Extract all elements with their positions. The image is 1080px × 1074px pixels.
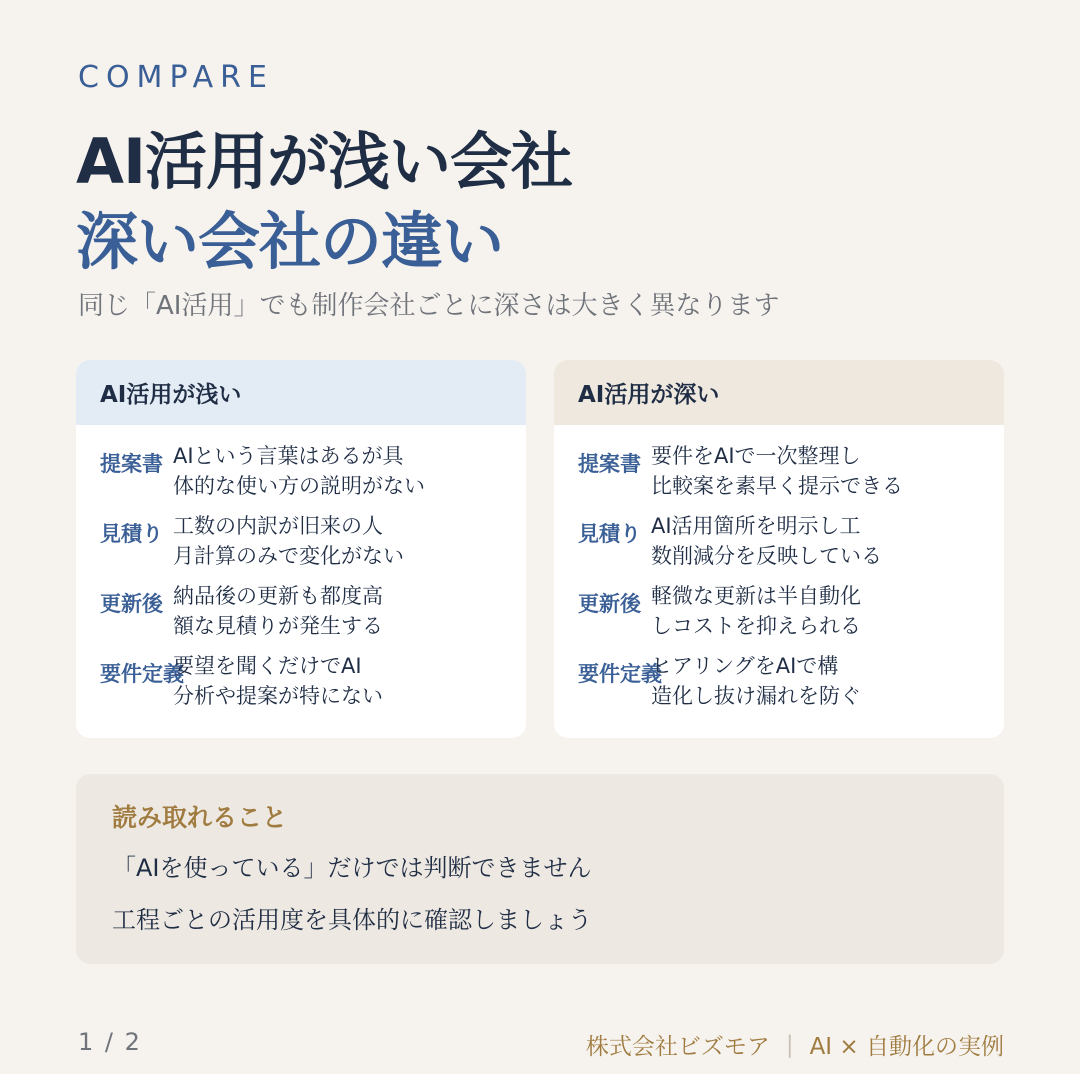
deep-ai-rows <box>554 425 1004 721</box>
row-text <box>651 441 991 501</box>
insight-line: 「AIを使っている」だけでは判断できません <box>112 854 592 882</box>
row-text <box>651 511 991 571</box>
row-text-line: AIという言葉はあるが具 <box>173 444 404 468</box>
series-name: AI × 自動化の実例 <box>809 1034 1004 1060</box>
row-text-line: 軽微な更新は半自動化 <box>651 584 861 608</box>
footer-credit <box>586 1028 1004 1061</box>
list-item <box>76 581 526 651</box>
row-label: 提案書 <box>100 452 163 476</box>
row-text <box>173 511 513 571</box>
row-label: 要件定義 <box>100 662 184 686</box>
row-text-line: ヒアリングをAIで構 <box>651 654 839 678</box>
row-text-line: 額な見積りが発生する <box>173 614 383 638</box>
shallow-ai-rows <box>76 425 526 721</box>
list-item <box>554 441 1004 511</box>
row-text-line: 造化し抜け漏れを防ぐ <box>651 684 861 708</box>
list-item <box>554 581 1004 651</box>
list-item <box>76 441 526 511</box>
shallow-ai-card-heading: AI活用が浅い <box>76 360 526 425</box>
row-text-line: 要件をAIで一次整理し <box>651 444 861 468</box>
row-label: 更新後 <box>100 592 163 616</box>
row-label: 見積り <box>578 522 641 546</box>
list-item <box>76 511 526 581</box>
row-text-line: AI活用箇所を明示し工 <box>651 514 861 538</box>
deep-ai-card-heading: AI活用が深い <box>554 360 1004 425</box>
insight-box <box>76 774 1004 964</box>
deep-ai-card <box>554 360 1004 738</box>
company-name: 株式会社ビズモア <box>585 1034 770 1060</box>
page-title-line1: AI活用が浅い会社 <box>76 125 573 198</box>
row-label: 提案書 <box>578 452 641 476</box>
list-item <box>554 651 1004 721</box>
list-item <box>554 511 1004 581</box>
eyebrow-label: COMPARE <box>78 60 274 95</box>
row-text-line: しコストを抑えられる <box>651 614 861 638</box>
row-text-line: 納品後の更新も都度高 <box>173 584 383 608</box>
row-label: 要件定義 <box>578 662 662 686</box>
list-item <box>76 651 526 721</box>
row-text-line: 数削減分を反映している <box>651 544 882 568</box>
row-text <box>651 581 991 641</box>
row-text-line: 要望を聞くだけでAI <box>173 654 362 678</box>
row-label: 見積り <box>100 522 163 546</box>
row-text-line: 月計算のみで変化がない <box>173 544 404 568</box>
insight-line: 工程ごとの活用度を具体的に確認しましょう <box>112 906 592 934</box>
footer-separator: | <box>785 1031 794 1058</box>
row-text-line: 工数の内訳が旧来の人 <box>173 514 383 538</box>
row-text <box>173 651 513 711</box>
page-subtitle: 同じ「AI活用」でも制作会社ごとに深さは大きく異なります <box>78 291 780 321</box>
row-text <box>651 651 991 711</box>
insight-title: 読み取れること <box>112 803 288 832</box>
row-text-line: 体的な使い方の説明がない <box>173 474 425 498</box>
row-text <box>173 581 513 641</box>
page-title-line2: 深い会社の違い <box>76 205 504 278</box>
row-label: 更新後 <box>578 592 641 616</box>
shallow-ai-card <box>76 360 526 738</box>
row-text-line: 分析や提案が特にない <box>173 684 383 708</box>
page-indicator: 1 / 2 <box>78 1028 142 1056</box>
row-text-line: 比較案を素早く提示できる <box>651 474 903 498</box>
row-text <box>173 441 513 501</box>
